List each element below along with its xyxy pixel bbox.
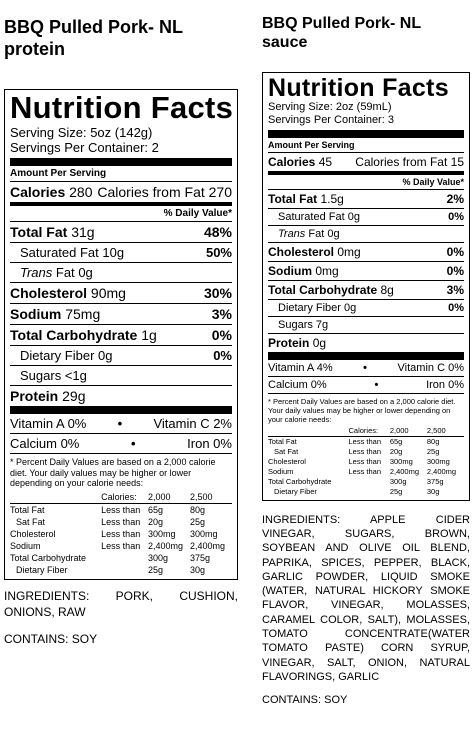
label-protein	[4, 0, 238, 646]
serving-info	[268, 101, 464, 137]
nutrient-label: Fat	[308, 227, 325, 240]
nutrient-row-trans-fat	[268, 226, 464, 243]
nutrition-facts-heading: Nutrition Facts	[10, 90, 234, 125]
nutrient-amount: 1.5g	[320, 191, 344, 206]
nutrient-row-cholesterol	[10, 283, 232, 304]
ref-cell: Total Carbohydrate	[268, 477, 332, 487]
bullet-separator: •	[130, 435, 136, 451]
ingredients: INGREDIENTS: APPLE CIDER VINEGAR, SUGARS, BROWN, SOYBEAN AND OLIVE OIL BLEND, PAPRIKA, SPICES, PEPPER, BLACK, GARLIC POWDER, LIQUID SMOKE (WATER, NATURAL HICKORY SMOKE FLAVOR, VINEGAR, MOLASSES, CARAMEL COLOR, SALT), MOLASSES, TOMATO CONCENTRATE(WATER TOMATO PASTE) CORN SYRUP, VINEGAR, SALT, ONION, NATURAL FLAVORINGS, GARLIC	[262, 513, 470, 683]
nutrient-row-dietary-fiber	[268, 300, 464, 317]
ref-cell: Sodium	[10, 541, 41, 552]
table-row	[10, 528, 232, 540]
ref-cell: 2,400mg	[189, 541, 225, 552]
nutrient-amount: 0g	[344, 301, 357, 314]
ref-cell: 80g	[189, 505, 205, 516]
ref-cell: 25g	[147, 565, 163, 576]
ref-cell: 2,000	[390, 426, 427, 437]
daily-value-header: % Daily Value*	[268, 175, 464, 190]
ref-cell: Less than	[348, 457, 382, 467]
calcium: Calcium 0%	[268, 378, 327, 391]
ref-cell: Less than	[101, 505, 141, 516]
ref-cell	[268, 426, 349, 437]
amount-per-serving: Amount Per Serving	[268, 138, 464, 153]
ref-cell	[101, 564, 148, 576]
nutrient-label: Total Carbohydrate	[268, 282, 378, 297]
nutrient-amount: 7g	[315, 318, 329, 331]
ref-cell: 2,500	[190, 491, 232, 504]
nutrition-facts-heading: Nutrition Facts	[268, 74, 449, 102]
nutrient-row-saturated-fat	[268, 209, 464, 226]
nutrient-row-cholesterol	[268, 243, 464, 262]
ref-cell: 25g	[426, 447, 440, 457]
ref-cell: 2,000	[148, 491, 190, 504]
ref-cell: Calories:	[349, 426, 390, 437]
calories-value: 280	[69, 183, 93, 200]
ref-cell: Cholesterol	[268, 457, 306, 467]
reference-table-header	[10, 491, 232, 504]
nutrient-row-total-fat	[10, 222, 232, 243]
nutrient-amount: 8g	[380, 282, 394, 297]
calories-label: Calories	[10, 183, 66, 200]
serving-size: Serving Size: 2oz (59mL)	[268, 101, 392, 114]
ref-cell: 300mg	[389, 457, 413, 467]
nutrient-label: Sugars	[20, 367, 62, 383]
daily-value-header: % Daily Value*	[10, 206, 232, 222]
serving-size: Serving Size: 5oz (142g)	[10, 124, 153, 140]
table-row	[268, 487, 464, 497]
ref-cell: Total Carbohydrate	[10, 553, 87, 564]
ref-cell: Less than	[101, 517, 141, 528]
nutrient-label: Total Fat	[10, 223, 68, 240]
nutrient-amount: 10g	[102, 244, 125, 260]
ref-cell: 300mg	[426, 457, 450, 467]
nutrient-row-saturated-fat	[10, 243, 232, 263]
bullet-separator: •	[363, 361, 368, 374]
nutrient-amount: 31g	[71, 223, 95, 240]
bullet-separator: •	[117, 415, 123, 431]
ref-cell: 2,400mg	[426, 467, 457, 477]
ref-cell: 2,400mg	[389, 467, 419, 477]
nutrient-row-protein	[268, 334, 464, 360]
reference-table	[268, 426, 464, 497]
nutrient-label: Sodium	[10, 305, 62, 322]
iron: Iron 0%	[187, 435, 232, 451]
ref-cell: Less than	[348, 467, 382, 477]
nutrient-amount: 0mg	[315, 263, 339, 278]
ref-cell: 300g	[147, 553, 168, 564]
bullet-separator: •	[374, 378, 379, 391]
calories-from-fat: Calories from Fat 15	[355, 154, 464, 169]
nutrient-row-sugars	[10, 366, 232, 386]
ref-cell: 375g	[426, 477, 444, 487]
nutrient-label: Cholesterol	[268, 244, 335, 259]
allergen-contains: CONTAINS: SOY	[262, 694, 348, 707]
ref-cell: Less than	[348, 447, 382, 457]
nutrient-row-sugars	[268, 317, 464, 334]
nutrient-pct: 0%	[448, 210, 464, 223]
vitamin-row-2	[10, 434, 232, 454]
nutrient-pct: 0%	[213, 347, 232, 363]
product-title-line1: BBQ Pulled Pork- NL	[4, 17, 184, 37]
nutrient-label: Cholesterol	[10, 284, 88, 301]
table-row	[10, 504, 232, 517]
nutrient-row-trans-fat	[10, 263, 232, 283]
product-title-line2: protein	[4, 38, 65, 59]
nutrient-label: Fat	[55, 264, 75, 280]
nutrient-pct: 48%	[203, 223, 232, 240]
ref-cell: 300mg	[189, 529, 218, 540]
ref-cell: 80g	[426, 437, 440, 447]
ref-cell: 300g	[389, 477, 407, 487]
product-title-line2: sauce	[262, 34, 308, 52]
nutrition-facts-panel	[4, 89, 238, 580]
ref-cell	[349, 477, 390, 487]
ref-cell: 65g	[389, 437, 403, 447]
ref-cell: Less than	[101, 541, 141, 552]
ref-cell: 20g	[389, 447, 403, 457]
serving-info	[10, 125, 232, 166]
nutrient-row-total-fat	[268, 190, 464, 209]
nutrient-label-italic: Trans	[20, 264, 53, 280]
nutrient-row-sodium	[268, 262, 464, 281]
calories-row	[268, 153, 464, 175]
nutrient-row-protein	[10, 386, 232, 414]
nutrient-label: Sodium	[268, 263, 312, 278]
nutrient-amount: 0mg	[337, 244, 361, 259]
table-row	[10, 552, 232, 564]
ref-cell: 2,400mg	[147, 541, 183, 552]
servings-per-container: Servings Per Container: 2	[10, 140, 159, 156]
nutrient-row-total-carbohydrate	[10, 325, 232, 346]
calories-label: Calories	[268, 154, 316, 169]
nutrient-pct: 2%	[446, 191, 464, 206]
nutrient-row-dietary-fiber	[10, 346, 232, 366]
ref-cell: Dietary Fiber	[16, 565, 68, 576]
product-title	[4, 0, 238, 87]
label-sauce	[262, 0, 470, 706]
ref-cell: Dietary Fiber	[274, 487, 317, 497]
ref-cell: Sodium	[268, 467, 294, 477]
nutrient-pct: 0%	[446, 244, 464, 259]
vitamin-row-1	[268, 360, 464, 377]
nutrient-pct: 0%	[446, 263, 464, 278]
ref-cell: 20g	[147, 517, 163, 528]
ref-cell: Calories:	[101, 491, 148, 504]
ref-cell: 65g	[147, 505, 163, 516]
nutrient-label-italic: Trans	[278, 227, 306, 240]
ref-cell: 30g	[189, 565, 205, 576]
ref-cell	[349, 487, 390, 497]
vitamin-row-2	[268, 377, 464, 394]
ref-cell: 25g	[189, 517, 205, 528]
calories-from-fat: Calories from Fat 270	[97, 183, 232, 200]
ref-cell: Less than	[348, 437, 382, 447]
nutrient-pct: 30%	[203, 284, 232, 301]
nutrient-amount: 0g	[78, 264, 93, 280]
vitamin-c: Vitamin C 2%	[153, 415, 232, 431]
allergen-contains: CONTAINS: SOY	[4, 632, 98, 647]
calories-row	[10, 182, 232, 206]
calories-value: 45	[318, 154, 333, 169]
table-row	[268, 447, 464, 457]
table-row	[10, 564, 232, 576]
nutrient-label: Saturated Fat	[278, 210, 345, 223]
ref-cell	[101, 552, 148, 564]
servings-per-container: Servings Per Container: 3	[268, 114, 394, 127]
ref-cell: 25g	[389, 487, 403, 497]
table-row	[268, 477, 464, 487]
daily-value-footnote: * Percent Daily Values are based on a 2,000 calorie diet. Your daily values may be higher or lower depending on your calorie needs:	[10, 456, 216, 489]
daily-value-footnote: * Percent Daily Values are based on a 2,000 calorie diet. Your daily values may be higher or lower depending on your calorie needs:	[268, 396, 456, 424]
ref-cell	[10, 491, 101, 504]
nutrient-label: Sugars	[278, 318, 313, 331]
ref-cell: Less than	[101, 529, 141, 540]
nutrient-amount: 29g	[62, 387, 86, 404]
nutrient-amount: 0g	[98, 347, 113, 363]
nutrient-pct: 0%	[211, 326, 232, 343]
ref-cell: Sat Fat	[274, 447, 299, 457]
ref-cell: Sat Fat	[16, 517, 46, 528]
table-row	[10, 516, 232, 528]
vitamin-a: Vitamin A 0%	[10, 415, 87, 431]
vitamin-row-1	[10, 414, 232, 434]
table-row	[268, 436, 464, 447]
ref-cell: 2,500	[427, 426, 464, 437]
nutrient-row-sodium	[10, 304, 232, 325]
ref-cell: Total Fat	[268, 437, 297, 447]
nutrient-label: Protein	[268, 335, 310, 350]
nutrient-label: Total Fat	[268, 191, 318, 206]
reference-table-header	[268, 426, 464, 437]
vitamin-c: Vitamin C 0%	[397, 361, 464, 374]
nutrient-amount: <1g	[64, 367, 87, 383]
nutrient-amount: 1g	[141, 326, 157, 343]
ref-cell: Total Fat	[10, 505, 45, 516]
ingredients: INGREDIENTS: PORK, CUSHION, ONIONS, RAW	[4, 589, 238, 619]
nutrient-label: Saturated Fat	[20, 244, 99, 260]
vitamin-a: Vitamin A 4%	[268, 361, 333, 374]
ref-cell: Cholesterol	[10, 529, 56, 540]
nutrient-row-total-carbohydrate	[268, 281, 464, 300]
nutrient-amount: 0g	[347, 210, 360, 223]
product-title	[262, 0, 470, 72]
ref-cell: 300mg	[147, 529, 176, 540]
table-row	[268, 457, 464, 467]
table-row	[10, 540, 232, 552]
nutrient-pct: 0%	[448, 301, 464, 314]
product-title-line1: BBQ Pulled Pork- NL	[262, 15, 422, 32]
nutrient-pct: 50%	[205, 244, 232, 260]
nutrient-amount: 90mg	[90, 284, 126, 301]
ref-cell: 30g	[426, 487, 440, 497]
calcium: Calcium 0%	[10, 435, 80, 451]
iron: Iron 0%	[426, 378, 464, 391]
nutrition-facts-panel	[262, 72, 470, 501]
nutrient-label: Dietary Fiber	[20, 347, 95, 363]
nutrient-label: Total Carbohydrate	[10, 326, 138, 343]
table-row	[268, 467, 464, 477]
nutrient-amount: 0g	[327, 227, 340, 240]
nutrient-label: Protein	[10, 387, 59, 404]
nutrient-amount: 75mg	[65, 305, 101, 322]
nutrient-label: Dietary Fiber	[278, 301, 341, 314]
reference-table	[10, 491, 232, 576]
amount-per-serving: Amount Per Serving	[10, 166, 232, 182]
nutrient-amount: 0g	[312, 335, 327, 350]
nutrient-pct: 3%	[211, 305, 232, 322]
ref-cell: 375g	[189, 553, 210, 564]
nutrient-pct: 3%	[446, 282, 464, 297]
